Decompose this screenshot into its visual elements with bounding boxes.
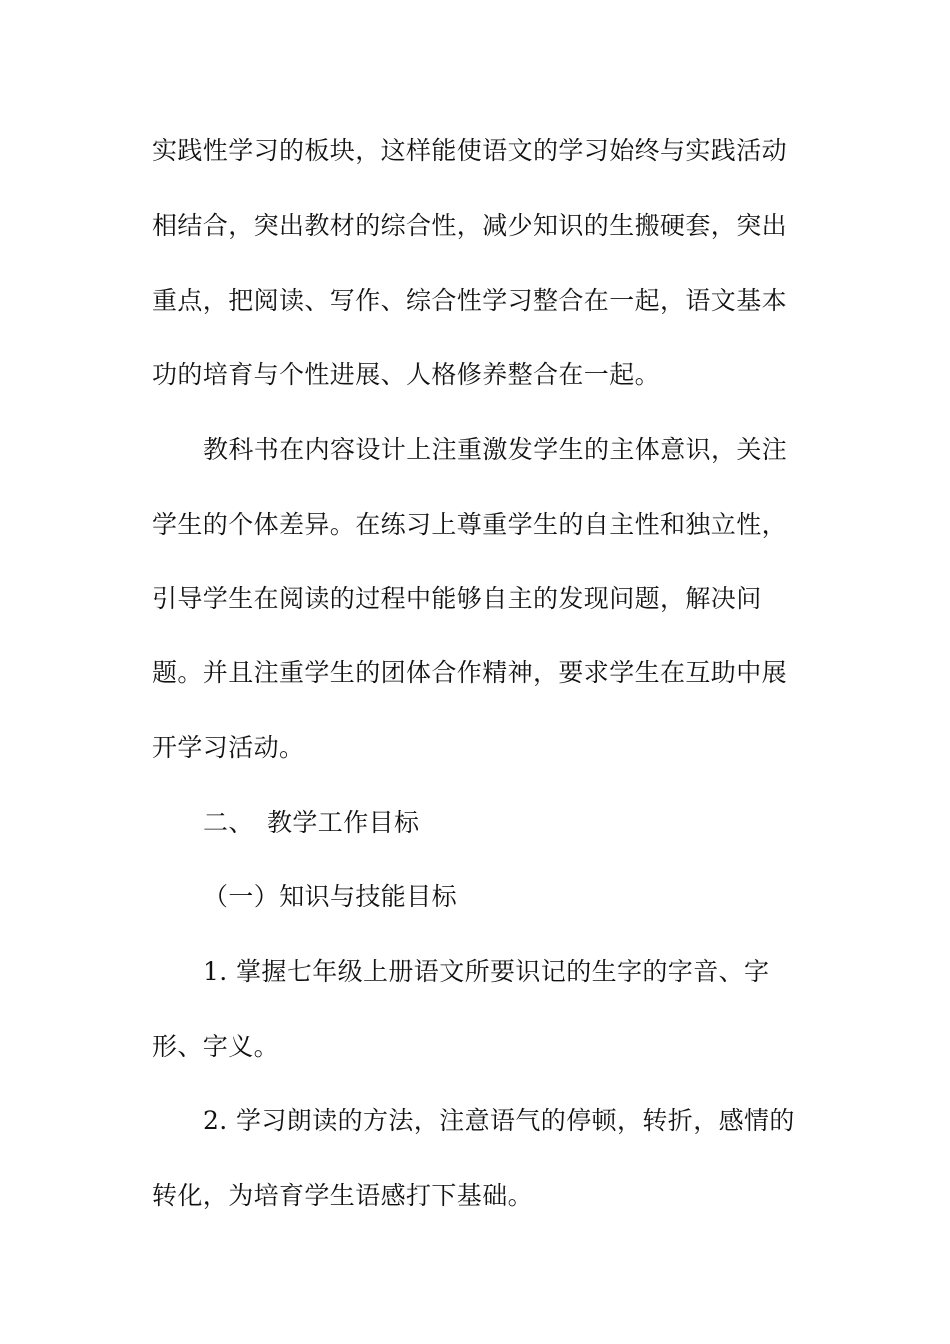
paragraph-line: 题。并且注重学生的团体合作精神，要求学生在互助中展 [152,658,788,687]
paragraph-line: 学生的个体差异。在练习上尊重学生的自主性和独立性， [152,510,788,539]
list-item-line: 1. 掌握七年级上册语文所要识记的生字的字音、字 [203,957,770,986]
paragraph-line: 相结合，突出教材的综合性，减少知识的生搬硬套，突出 [152,211,788,240]
list-item-line: 2. 学习朗读的方法，注意语气的停顿，转折，感情的 [203,1106,795,1135]
paragraph-line: 开学习活动。 [152,733,305,762]
paragraph-line: 教科书在内容设计上注重激发学生的主体意识，关注 [203,435,788,464]
section-number: 二、 [203,808,254,837]
subsection-title: 知识与技能目标 [279,882,458,911]
subsection-number: （一） [203,882,280,911]
paragraph-line: 实践性学习的板块，这样能使语文的学习始终与实践活动 [152,136,788,165]
list-item-line: 形、字义。 [152,1032,280,1061]
list-item-line: 转化，为培育学生语感打下基础。 [152,1181,534,1210]
paragraph-line: 功的培育与个性进展、人格修养整合在一起。 [152,360,661,389]
subsection-heading [203,882,883,912]
paragraph-line: 引导学生在阅读的过程中能够自主的发现问题，解决问 [152,584,762,613]
paragraph-line: 重点，把阅读、写作、综合性学习整合在一起，语文基本 [152,286,788,315]
section-title: 教学工作目标 [267,808,420,837]
section-heading [203,808,883,838]
